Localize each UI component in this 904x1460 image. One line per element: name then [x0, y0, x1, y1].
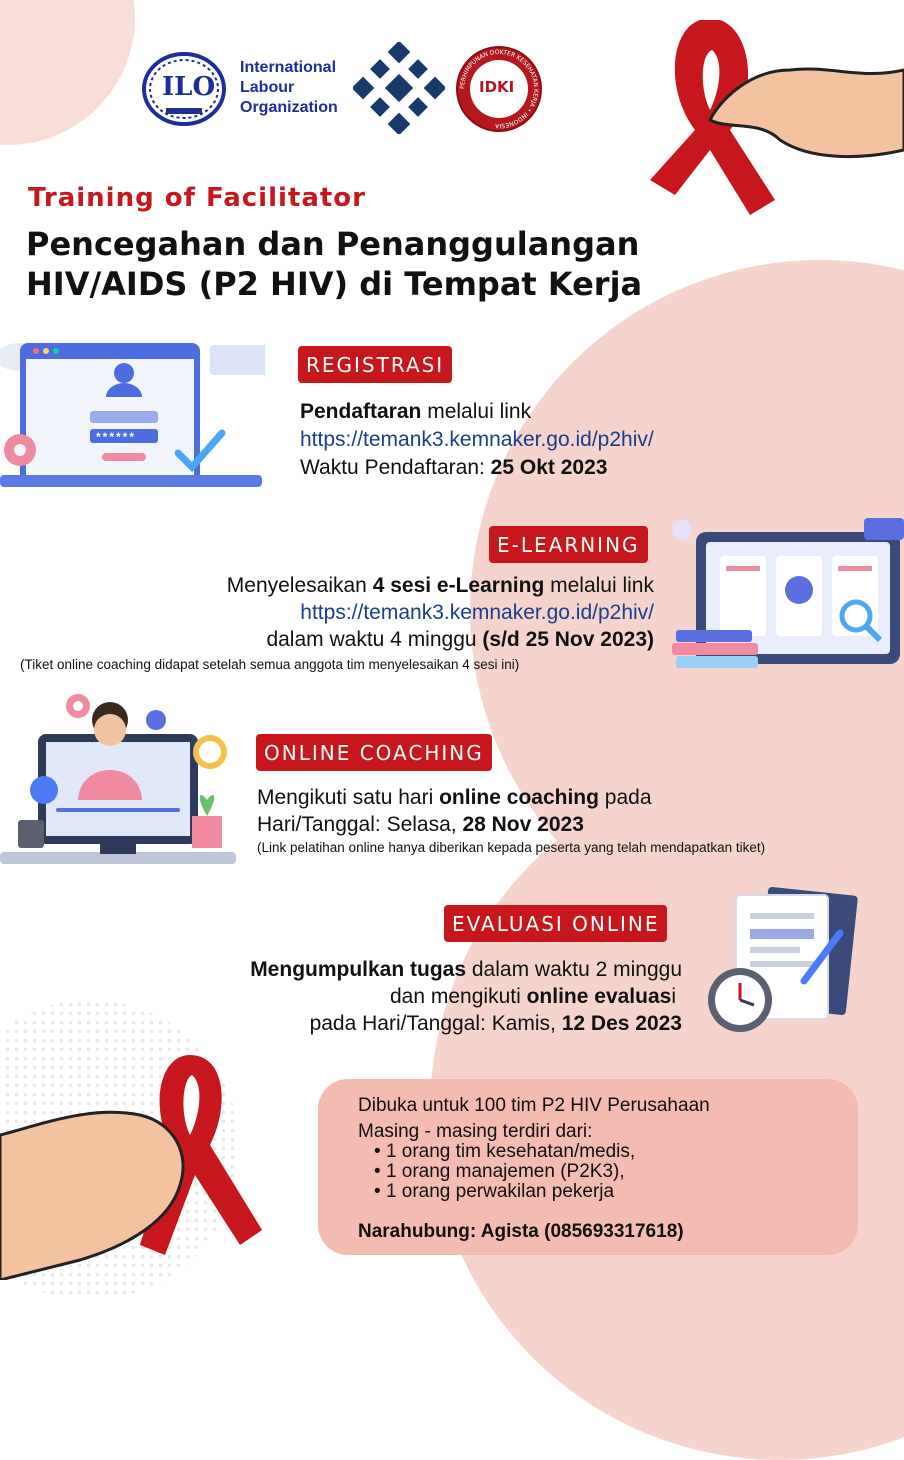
coaching-line2	[257, 813, 584, 837]
registrasi-date: 25 Okt 2023	[490, 456, 608, 479]
evaluasi-line2-bold: online evaluas	[526, 985, 672, 1008]
elearning-line3	[266, 628, 654, 652]
bullet-icon: •	[374, 1181, 386, 1202]
coaching-line1	[257, 786, 652, 810]
coaching-badge: ONLINE COACHING	[256, 734, 492, 771]
evaluasi-line2-a: dan mengikuti	[390, 985, 527, 1008]
info-line1: Dibuka untuk 100 tim P2 HIV Perusahaan	[358, 1095, 710, 1116]
elearning-line1-bold: 4 sesi e-Learning	[372, 574, 545, 597]
info-item-3: 1 orang perwakilan pekerja	[385, 1181, 615, 1202]
info-box	[318, 1079, 858, 1255]
registrasi-line1-bold: Pendaftaran	[300, 400, 422, 423]
coaching-illustration	[0, 690, 240, 880]
registrasi-line3	[300, 456, 607, 480]
elearning-line3-a: dalam waktu 4 minggu	[266, 628, 483, 651]
list-item	[374, 1181, 614, 1203]
ribbon-hand-bottom-illustration	[0, 1045, 265, 1280]
elearning-line1-b: melalui link	[544, 574, 654, 597]
registrasi-line1	[300, 400, 531, 424]
page-title-line1: Pencegahan dan Penanggulangan	[26, 225, 640, 263]
bg-blob-top-left	[0, 0, 135, 145]
elearning-badge: E-LEARNING	[489, 526, 648, 563]
info-item-1: 1 orang tim kesehatan/medis,	[385, 1141, 636, 1162]
ribbon-hand-top-illustration	[640, 10, 904, 220]
elearning-deadline: (s/d 25 Nov 2023)	[482, 628, 654, 651]
page-title-line2: HIV/AIDS (P2 HIV) di Tempat Kerja	[26, 265, 643, 303]
evaluasi-line3-a: pada Hari/Tanggal: Kamis,	[309, 1012, 562, 1035]
evaluasi-line2	[390, 985, 676, 1009]
coaching-date: 28 Nov 2023	[462, 813, 584, 836]
coaching-line1-b: pada	[598, 786, 652, 809]
bullet-icon: •	[374, 1141, 386, 1162]
evaluasi-date: 12 Des 2023	[561, 1012, 682, 1035]
ilo-name	[240, 58, 338, 118]
registrasi-link[interactable]: https://temank3.kemnaker.go.id/p2hiv/	[300, 428, 654, 451]
info-item-2: 1 orang manajemen (P2K3),	[385, 1161, 625, 1182]
ilo-name-line1: International	[240, 59, 337, 76]
registration-illustration	[0, 335, 265, 490]
subtitle: Training of Facilitator	[28, 183, 366, 213]
kemnaker-logo	[353, 42, 445, 134]
coaching-line1-a: Mengikuti satu hari	[257, 786, 440, 809]
idki-wordmark: IDKI	[479, 78, 515, 96]
bullet-icon: •	[374, 1161, 386, 1182]
idki-logo	[455, 45, 543, 133]
elearning-link[interactable]: https://temank3.kemnaker.go.id/p2hiv/	[300, 601, 654, 624]
registrasi-badge: REGISTRASI	[298, 346, 452, 383]
password-mask: ******	[96, 430, 137, 444]
evaluasi-illustration	[700, 885, 865, 1050]
evaluasi-badge: EVALUASI ONLINE	[444, 905, 667, 942]
evaluasi-line1-rest: dalam waktu 2 minggu	[466, 958, 682, 981]
info-line2: Masing - masing terdiri dari:	[358, 1121, 593, 1142]
elearning-line1-a: Menyelesaikan	[226, 574, 373, 597]
page-title	[26, 224, 642, 304]
evaluasi-line1-bold: Mengumpulkan tugas	[250, 958, 467, 981]
list-item	[374, 1161, 625, 1183]
elearning-line1	[227, 574, 654, 598]
ilo-name-line2: Labour	[240, 79, 295, 96]
evaluasi-line2-b: i	[671, 985, 676, 1008]
svg-text:PERHIMPUNAN DOKTER KESEHATAN K: PERHIMPUNAN DOKTER KESEHATAN KERJA • INDONESIA	[458, 48, 540, 130]
elearning-illustration	[668, 510, 904, 675]
coaching-line1-bold: online coaching	[439, 786, 599, 809]
list-item	[374, 1141, 635, 1163]
coaching-note: (Link pelatihan online hanya diberikan kepada peserta yang telah mendapatkan tiket)	[257, 840, 766, 855]
contact-person: Narahubung: Agista (085693317618)	[358, 1221, 684, 1242]
ilo-logo	[138, 50, 230, 128]
evaluasi-line3	[310, 1012, 682, 1036]
registrasi-line3-rest: Waktu Pendaftaran:	[300, 456, 491, 479]
idki-ring-text	[455, 45, 543, 133]
ilo-name-line3: Organization	[240, 99, 338, 116]
coaching-line2-a: Hari/Tanggal: Selasa,	[257, 813, 463, 836]
evaluasi-line1	[250, 958, 682, 982]
elearning-note: (Tiket online coaching didapat setelah semua anggota tim menyelesaikan 4 sesi ini)	[20, 657, 520, 672]
registrasi-line1-rest: melalui link	[421, 400, 532, 423]
ilo-wordmark: ILO	[162, 72, 216, 102]
